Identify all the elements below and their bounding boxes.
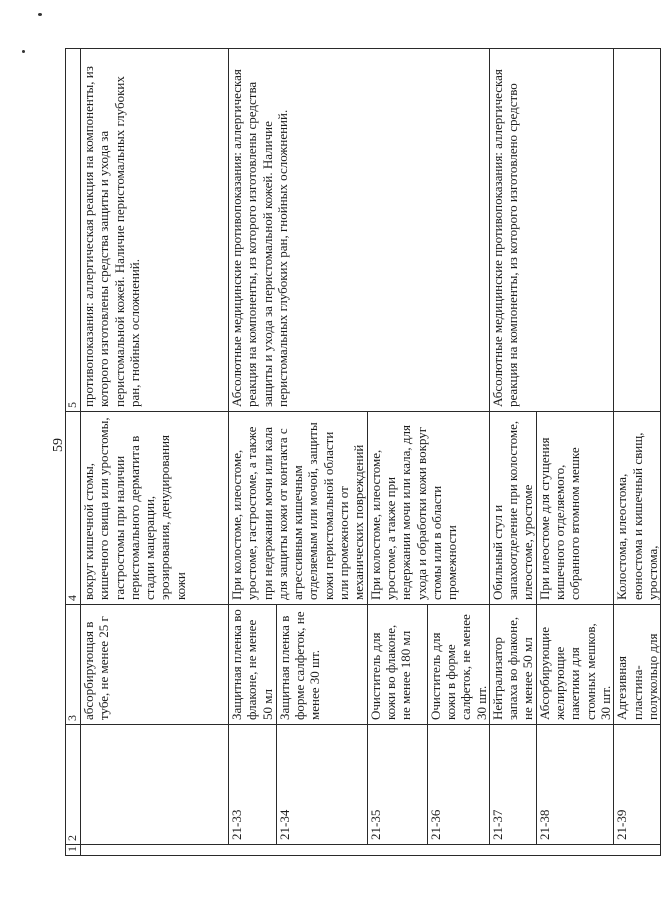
code-cell [81,725,229,845]
indications-cell: При илеостоме для сгущения кишечного отделяемого, собранного втомном мешке [536,412,613,605]
code-cell: 21-34 [276,725,367,845]
header-col-1: 1 [66,845,81,856]
table-row [614,49,661,856]
header-col-3: 3 [66,605,81,725]
header-col-4: 4 [66,412,81,605]
product-cell: Нейтрализатор запаха во флаконе, не менее 50 мл [489,605,536,725]
indications-cell: Обильный стул и запахоотделение при колостоме, илеостоме, уростоме [489,412,536,605]
product-cell: Очиститель для кожи в форме салфеток, не менее 30 шт. [427,605,489,725]
code-cell: 21-36 [427,725,489,845]
contraindications-cell: Абсолютные медицинские противопоказания: аллергическая реакция на компоненты, из которого изготовлено средство [489,49,613,412]
contraindications-cell: Абсолютные медицинские противопоказания: аллергическая реакция на компоненты, из которого изготовлены средства защиты и ухода за перистомальной кожей. Наличие перистомальных глубоких ран, гнойных осложнений. [229,49,490,412]
code-cell: 21-33 [229,725,277,845]
table-row [229,49,277,856]
header-col-5: 5 [66,49,81,412]
product-cell: Очиститель для кожи во флаконе, не менее 180 мл [367,605,427,725]
indications-cell: При колостоме, илеостоме, уростоме, гастростоме, а также при недержании мочи или кала для защиты кожи от контакта с агрессивным кишечным отделяемым или мочой, защиты кожи перистомальной области или промежности от механических повреждений [229,412,368,605]
table-row [81,49,229,856]
product-cell: абсорбирующая в тубе, не менее 25 г [81,605,229,725]
contraindications-cell [614,49,661,412]
code-cell: 21-37 [489,725,536,845]
code-cell: 21-38 [536,725,613,845]
table-row [489,49,536,856]
product-cell: Абсорбирующие желирующие пакетики для стомных мешков, 30 шт. [536,605,613,725]
medical-products-table [65,48,661,856]
document-sheet [65,48,660,856]
code-cell: 21-39 [614,725,661,845]
scan-speck [22,50,25,53]
table-container [65,48,660,856]
header-col-2: 2 [66,725,81,845]
scan-speck [38,13,42,16]
contraindications-cell: противопоказания: аллергическая реакция на компоненты, из которого изготовлены средства защиты и ухода за перистомальной кожей. Наличие перистомальных глубоких ран, гнойных осложнений. [81,49,229,412]
page-number: 59 [51,438,66,452]
code-cell: 21-35 [367,725,427,845]
indications-cell: Колостома, илеостома, еюностома и кишечный свищ, уростома, [614,412,661,605]
product-cell: Защитная пленка во флаконе, не менее 50 мл [229,605,277,725]
indications-cell: При колостоме, илеостоме, уростоме, а также при недержании мочи или кала, для ухода и обработки кожи вокруг стомы или в области промежности [367,412,489,605]
product-cell: Защитная пленка в форме салфеток, не менее 30 шт. [276,605,367,725]
product-cell: Адгезивная пластина-полукольцо для [614,605,661,725]
header-row [66,49,81,856]
indications-cell: вокруг кишечной стомы, кишечного свища или уростомы, гастростомы при наличии перистомального дерматита в стадии мацерации, эрозирования, денудирования кожи [81,412,229,605]
col-1-cell [81,845,661,856]
